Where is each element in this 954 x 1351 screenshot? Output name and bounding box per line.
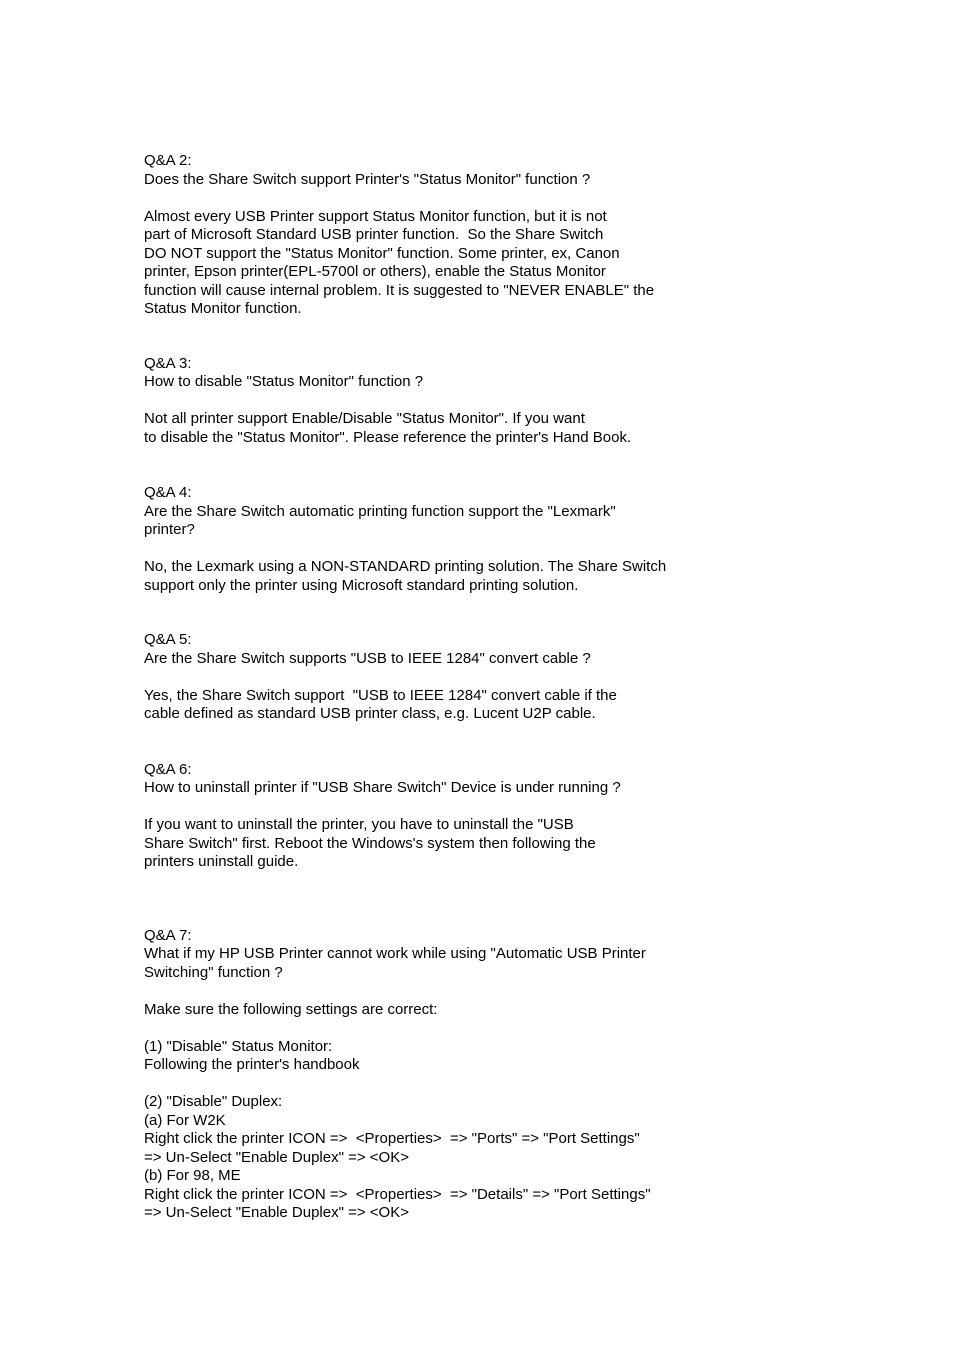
section-gap [144,724,744,761]
qa-answer-line: Almost every USB Printer support Status Monitor function, but it is not [144,207,607,225]
blank-line [144,1019,744,1038]
qa-question: printer? [144,521,195,538]
qa-answer-line: Share Switch" first. Reboot the Windows's system then following the [144,834,596,852]
qa-heading: Q&A 6: [144,760,192,778]
blank-line [144,392,744,411]
qa-answer-line: printers uninstall guide. [144,853,299,870]
section-gap [144,319,744,355]
qa-answer-line: DO NOT support the "Status Monitor" function. Some printer, ex, Canon [144,244,620,262]
blank-line [144,982,744,1001]
qa-question: Switching" function ? [144,963,283,981]
qa-answer-line: No, the Lexmark using a NON-STANDARD printing solution. The Share Switch [144,558,667,575]
step-line: Right click the printer ICON => <Properties> => "Ports" => "Port Settings" [144,1130,640,1147]
blank-line [144,189,744,208]
qa-question: What if my HP USB Printer cannot work while using "Automatic USB Printer [144,945,646,962]
qa-answer-line: cable defined as standard USB printer class, e.g. Lucent U2P cable. [144,705,596,722]
qa-heading: Q&A 5: [144,631,192,648]
qa-question: How to disable "Status Monitor" function ? [144,373,424,390]
qa-question: How to uninstall printer if "USB Share Switch" Device is under running ? [144,779,621,796]
qa-question: Are the Share Switch supports "USB to IEEE 1284" convert cable ? [144,649,591,667]
section-gap [144,595,744,631]
qa-answer-line: to disable the "Status Monitor". Please reference the printer's Hand Book. [144,428,632,446]
qa-heading: Q&A 3: [144,354,192,372]
blank-line [144,668,744,687]
qa-answer-line: part of Microsoft Standard USB printer function. So the Share Switch [144,226,604,243]
step-line: => Un-Select "Enable Duplex" => <OK> [144,1148,409,1166]
qa-answer-line: Yes, the Share Switch support "USB to IEEE 1284" convert cable if the [144,686,617,704]
step-line: Right click the printer ICON => <Properties> => "Details" => "Port Settings" [144,1185,651,1203]
step-line: => Un-Select "Enable Duplex" => <OK> [144,1204,409,1221]
qa-heading: Q&A 2: [144,152,192,169]
qa-section-5 [144,631,744,724]
step-line: (b) For 98, ME [144,1167,241,1184]
blank-line [144,798,744,817]
step-line: (2) "Disable" Duplex: [144,1093,283,1110]
section-gap [144,447,744,484]
blank-line [144,540,744,559]
document-page [144,152,744,1223]
section-gap [144,872,744,927]
qa-section-4 [144,484,744,595]
qa-answer-line: function will cause internal problem. It is suggested to "NEVER ENABLE" the [144,281,655,299]
qa-answer-line: Status Monitor function. [144,300,302,317]
qa-heading: Q&A 4: [144,484,192,501]
qa-section-7 [144,927,744,1223]
qa-answer-line: Not all printer support Enable/Disable "Status Monitor". If you want [144,410,585,427]
step-line: (1) "Disable" Status Monitor: [144,1037,333,1055]
qa-section-3 [144,355,744,448]
qa-heading: Q&A 7: [144,926,192,944]
qa-answer-line: If you want to uninstall the printer, you have to uninstall the "USB [144,816,574,833]
qa-answer-line: printer, Epson printer(EPL-5700l or others), enable the Status Monitor [144,263,606,280]
qa-section-2 [144,152,744,319]
step-line: Following the printer's handbook [144,1056,360,1073]
qa-answer-line: support only the printer using Microsoft standard printing solution. [144,576,579,594]
qa-section-6 [144,761,744,872]
qa-question: Are the Share Switch automatic printing function support the "Lexmark" [144,502,616,520]
blank-line [144,1075,744,1094]
qa-question: Does the Share Switch support Printer's "Status Monitor" function ? [144,170,591,188]
qa-intro: Make sure the following settings are correct: [144,1000,438,1018]
step-line: (a) For W2K [144,1111,226,1129]
